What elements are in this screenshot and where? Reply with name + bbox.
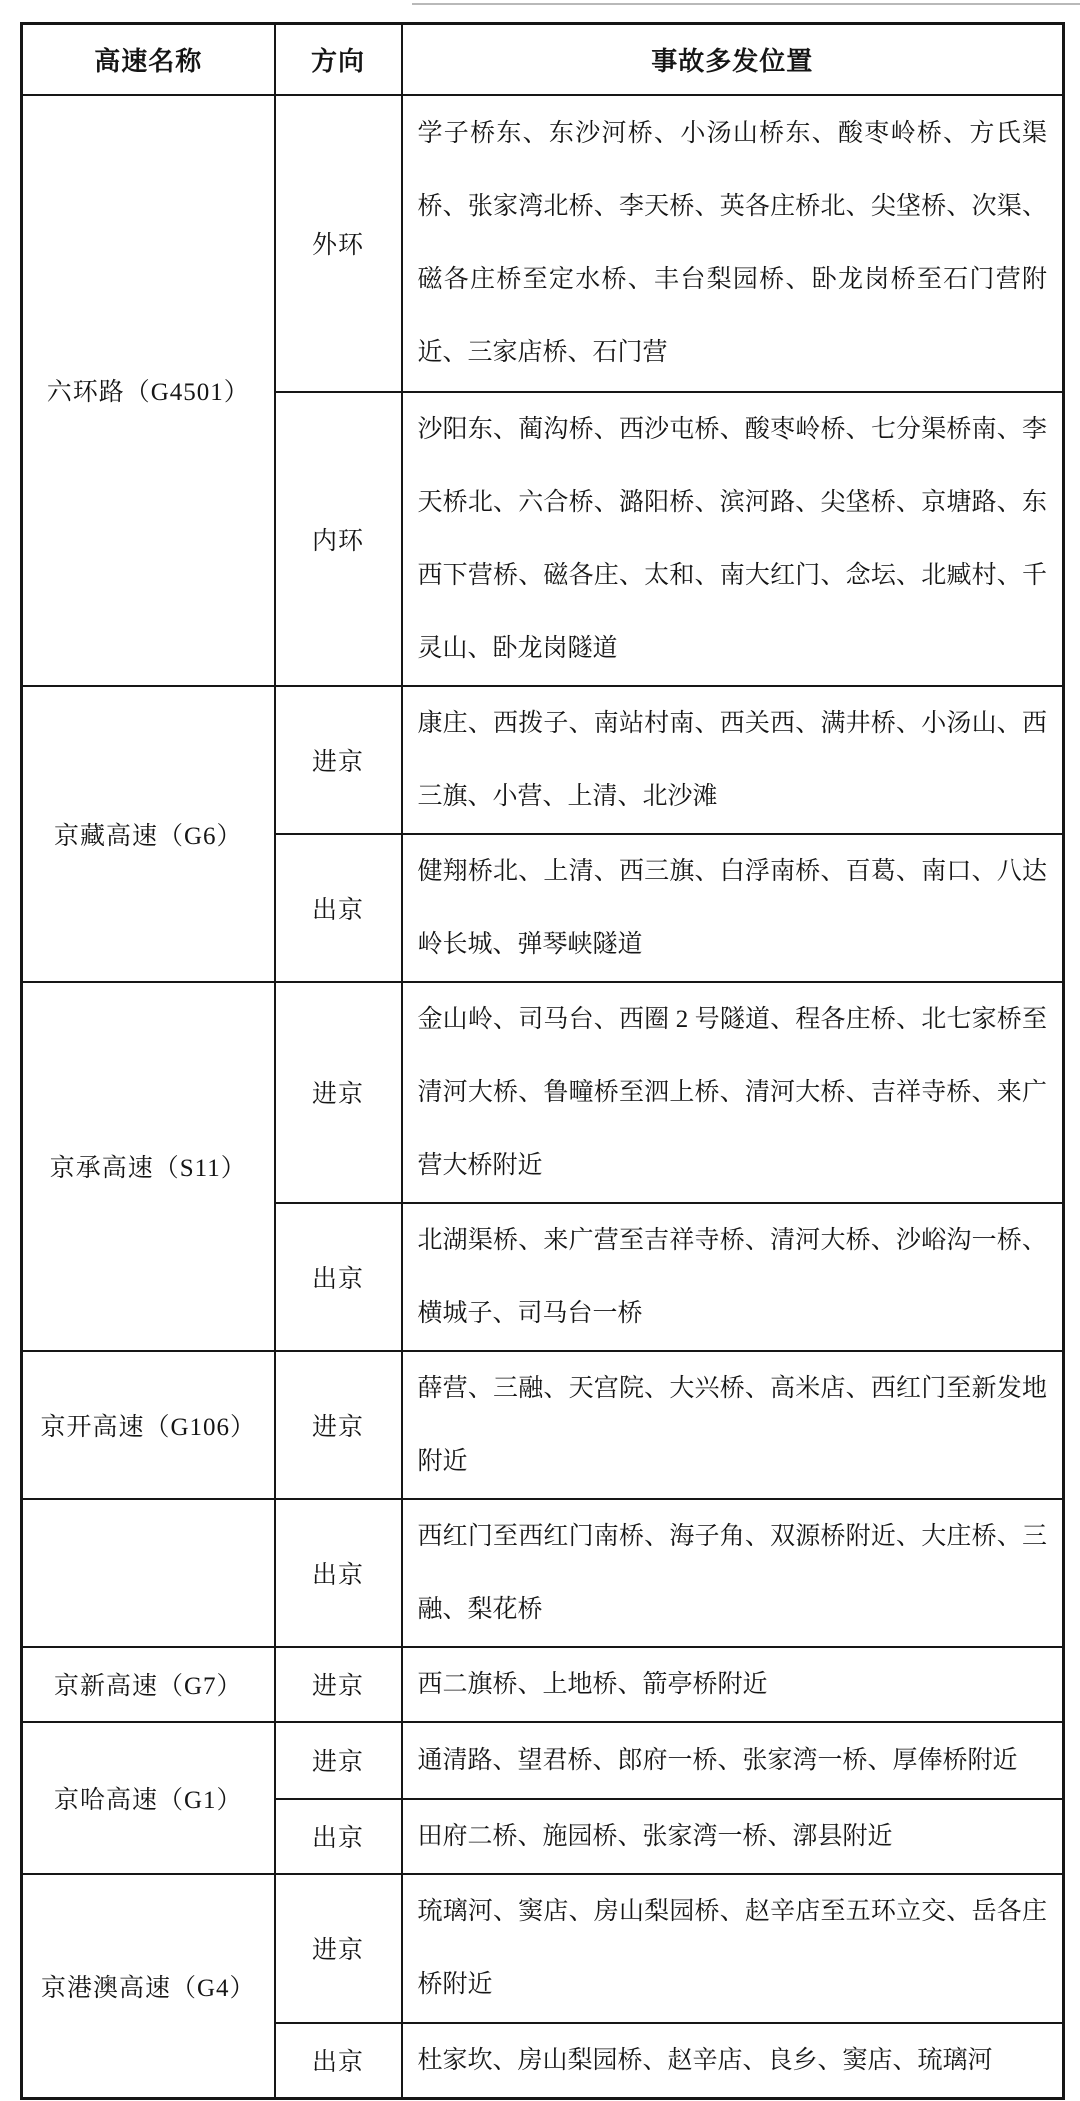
table-row — [22, 1874, 1064, 2023]
highway-name-cell: 京新高速（G7） — [22, 1647, 275, 1722]
locations-cell: 学子桥东、东沙河桥、小汤山桥东、酸枣岭桥、方氏渠桥、张家湾北桥、李天桥、英各庄桥北、尖垡桥、次渠、磁各庄桥至定水桥、丰台梨园桥、卧龙岗桥至石门营附近、三家店桥、石门营 — [402, 95, 1064, 392]
direction-cell: 出京 — [275, 1499, 402, 1647]
highway-name-cell: 京港澳高速（G4） — [22, 1874, 275, 2099]
locations-cell: 西二旗桥、上地桥、箭亭桥附近 — [402, 1647, 1064, 1722]
direction-cell: 进京 — [275, 1647, 402, 1722]
locations-cell: 琉璃河、窦店、房山梨园桥、赵辛店至五环立交、岳各庄桥附近 — [402, 1874, 1064, 2023]
locations-cell: 杜家坎、房山梨园桥、赵辛店、良乡、窦店、琉璃河 — [402, 2023, 1064, 2099]
table-row — [22, 1647, 1064, 1722]
table-row — [22, 1351, 1064, 1499]
locations-cell: 健翔桥北、上清、西三旗、白浮南桥、百葛、南口、八达岭长城、弹琴峡隧道 — [402, 834, 1064, 982]
table-row — [22, 686, 1064, 834]
locations-cell: 沙阳东、蔺沟桥、西沙屯桥、酸枣岭桥、七分渠桥南、李天桥北、六合桥、潞阳桥、滨河路、尖垡桥、京塘路、东西下营桥、磁各庄、太和、南大红门、念坛、北臧村、千灵山、卧龙岗隧道 — [402, 392, 1064, 686]
header-highway-name: 高速名称 — [22, 24, 275, 95]
highway-name-cell — [22, 1499, 275, 1647]
direction-cell: 进京 — [275, 982, 402, 1203]
highway-name-cell: 京哈高速（G1） — [22, 1722, 275, 1874]
locations-cell: 通清路、望君桥、郎府一桥、张家湾一桥、厚俸桥附近 — [402, 1722, 1064, 1799]
direction-cell: 出京 — [275, 1799, 402, 1874]
direction-cell: 进京 — [275, 686, 402, 834]
locations-cell: 金山岭、司马台、西圈 2 号隧道、程各庄桥、北七家桥至清河大桥、鲁疃桥至泗上桥、清河大桥、吉祥寺桥、来广营大桥附近 — [402, 982, 1064, 1203]
locations-cell: 田府二桥、施园桥、张家湾一桥、漷县附近 — [402, 1799, 1064, 1874]
direction-cell: 出京 — [275, 834, 402, 982]
direction-cell: 进京 — [275, 1722, 402, 1799]
direction-cell: 内环 — [275, 392, 402, 686]
locations-cell: 西红门至西红门南桥、海子角、双源桥附近、大庄桥、三融、梨花桥 — [402, 1499, 1064, 1647]
highway-name-cell: 六环路（G4501） — [22, 95, 275, 686]
header-direction: 方向 — [275, 24, 402, 95]
direction-cell: 进京 — [275, 1351, 402, 1499]
table-row — [22, 1722, 1064, 1799]
header-row — [22, 24, 1064, 95]
locations-cell: 北湖渠桥、来广营至吉祥寺桥、清河大桥、沙峪沟一桥、横城子、司马台一桥 — [402, 1203, 1064, 1351]
top-crop-line — [412, 3, 1080, 5]
direction-cell: 进京 — [275, 1874, 402, 2023]
locations-cell: 康庄、西拨子、南站村南、西关西、满井桥、小汤山、西三旗、小营、上清、北沙滩 — [402, 686, 1064, 834]
table-body — [22, 95, 1064, 2099]
table-row — [22, 1499, 1064, 1647]
highway-name-cell: 京藏高速（G6） — [22, 686, 275, 982]
direction-cell: 外环 — [275, 95, 402, 392]
locations-cell: 薛营、三融、天宫院、大兴桥、高米店、西红门至新发地附近 — [402, 1351, 1064, 1499]
direction-cell: 出京 — [275, 2023, 402, 2099]
header-locations: 事故多发位置 — [402, 24, 1064, 95]
accident-prone-locations-table — [20, 22, 1065, 2100]
table-row — [22, 982, 1064, 1203]
highway-name-cell: 京承高速（S11） — [22, 982, 275, 1351]
direction-cell: 出京 — [275, 1203, 402, 1351]
table-row — [22, 95, 1064, 392]
highway-name-cell: 京开高速（G106） — [22, 1351, 275, 1499]
table-header — [22, 24, 1064, 95]
